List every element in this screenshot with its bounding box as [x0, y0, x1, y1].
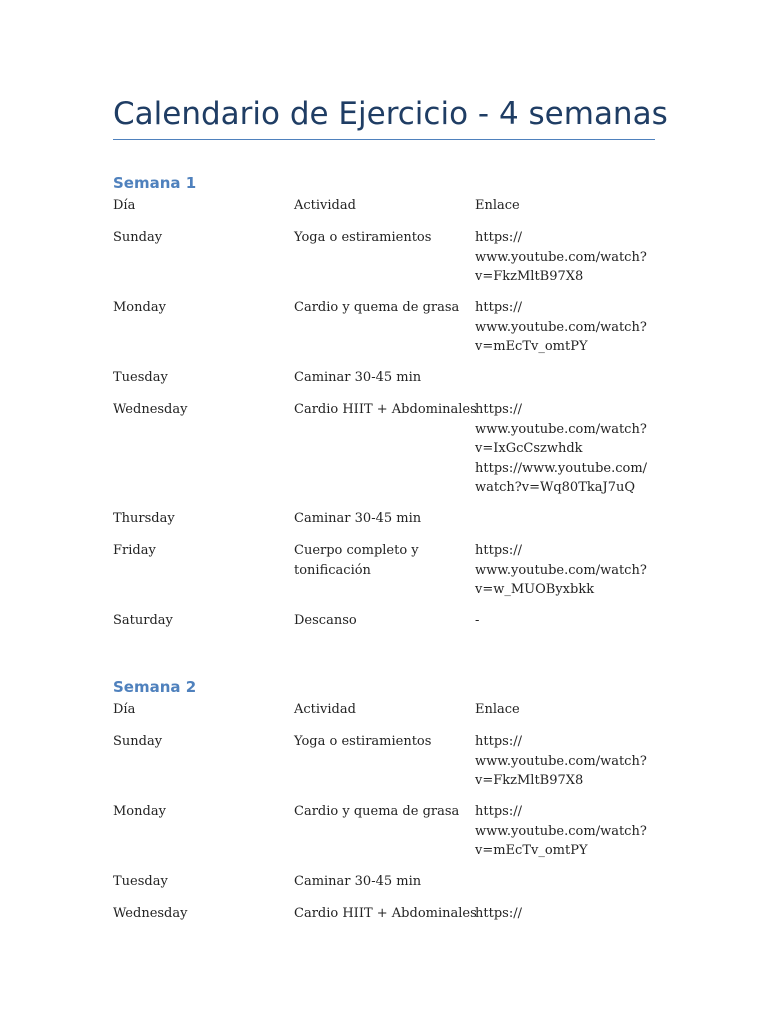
day-cell: Wednesday [113, 906, 188, 921]
video-link[interactable]: https:// www.youtube.com/watch? v=w_MUOByxbkk [475, 543, 647, 597]
day-cell: Monday [113, 804, 166, 819]
video-link[interactable]: https:// www.youtube.com/watch? v=mEcTv_omtPY [475, 300, 647, 354]
activity-cell: Yoga o estiramientos [294, 230, 432, 245]
video-link[interactable]: https:// www.youtube.com/watch? v=IxGcCszwhdk https://www.youtube.com/ watch?v=Wq80TkaJ7uQ [475, 402, 648, 495]
activity-cell: Caminar 30-45 min [294, 874, 422, 889]
column-header-day: Día [113, 198, 136, 213]
activity-cell: Caminar 30-45 min [294, 511, 422, 526]
day-cell: Friday [113, 543, 156, 558]
day-cell: Wednesday [113, 402, 188, 417]
column-header-activity: Actividad [294, 702, 356, 717]
activity-cell: Caminar 30-45 min [294, 370, 422, 385]
video-link[interactable]: https:// www.youtube.com/watch? v=mEcTv_omtPY [475, 804, 647, 858]
column-header-link: Enlace [475, 198, 520, 213]
activity-cell: Cardio HIIT + Abdominales [294, 906, 477, 921]
column-header-activity: Actividad [294, 198, 356, 213]
day-cell: Saturday [113, 613, 173, 628]
day-cell: Sunday [113, 230, 163, 245]
day-cell: Thursday [113, 511, 175, 526]
activity-cell: Cardio y quema de grasa [294, 804, 460, 819]
document-title: Calendario de Ejercicio - 4 semanas [113, 96, 668, 132]
activity-cell: Cardio y quema de grasa [294, 300, 460, 315]
activity-cell: Yoga o estiramientos [294, 734, 432, 749]
day-cell: Sunday [113, 734, 163, 749]
link-cell: - [475, 613, 480, 628]
day-cell: Monday [113, 300, 166, 315]
week-heading: Semana 2 [113, 678, 197, 696]
week-heading: Semana 1 [113, 174, 197, 192]
day-cell: Tuesday [113, 874, 168, 889]
video-link[interactable]: https:// www.youtube.com/watch? v=FkzMltB97X8 [475, 230, 647, 284]
column-header-link: Enlace [475, 702, 520, 717]
activity-cell: Cuerpo completo y tonificación [294, 543, 419, 578]
video-link[interactable]: https:// [475, 906, 522, 921]
activity-cell: Cardio HIIT + Abdominales [294, 402, 477, 417]
column-header-day: Día [113, 702, 136, 717]
title-underline [113, 139, 655, 140]
day-cell: Tuesday [113, 370, 168, 385]
video-link[interactable]: https:// www.youtube.com/watch? v=FkzMltB97X8 [475, 734, 647, 788]
activity-cell: Descanso [294, 613, 357, 628]
